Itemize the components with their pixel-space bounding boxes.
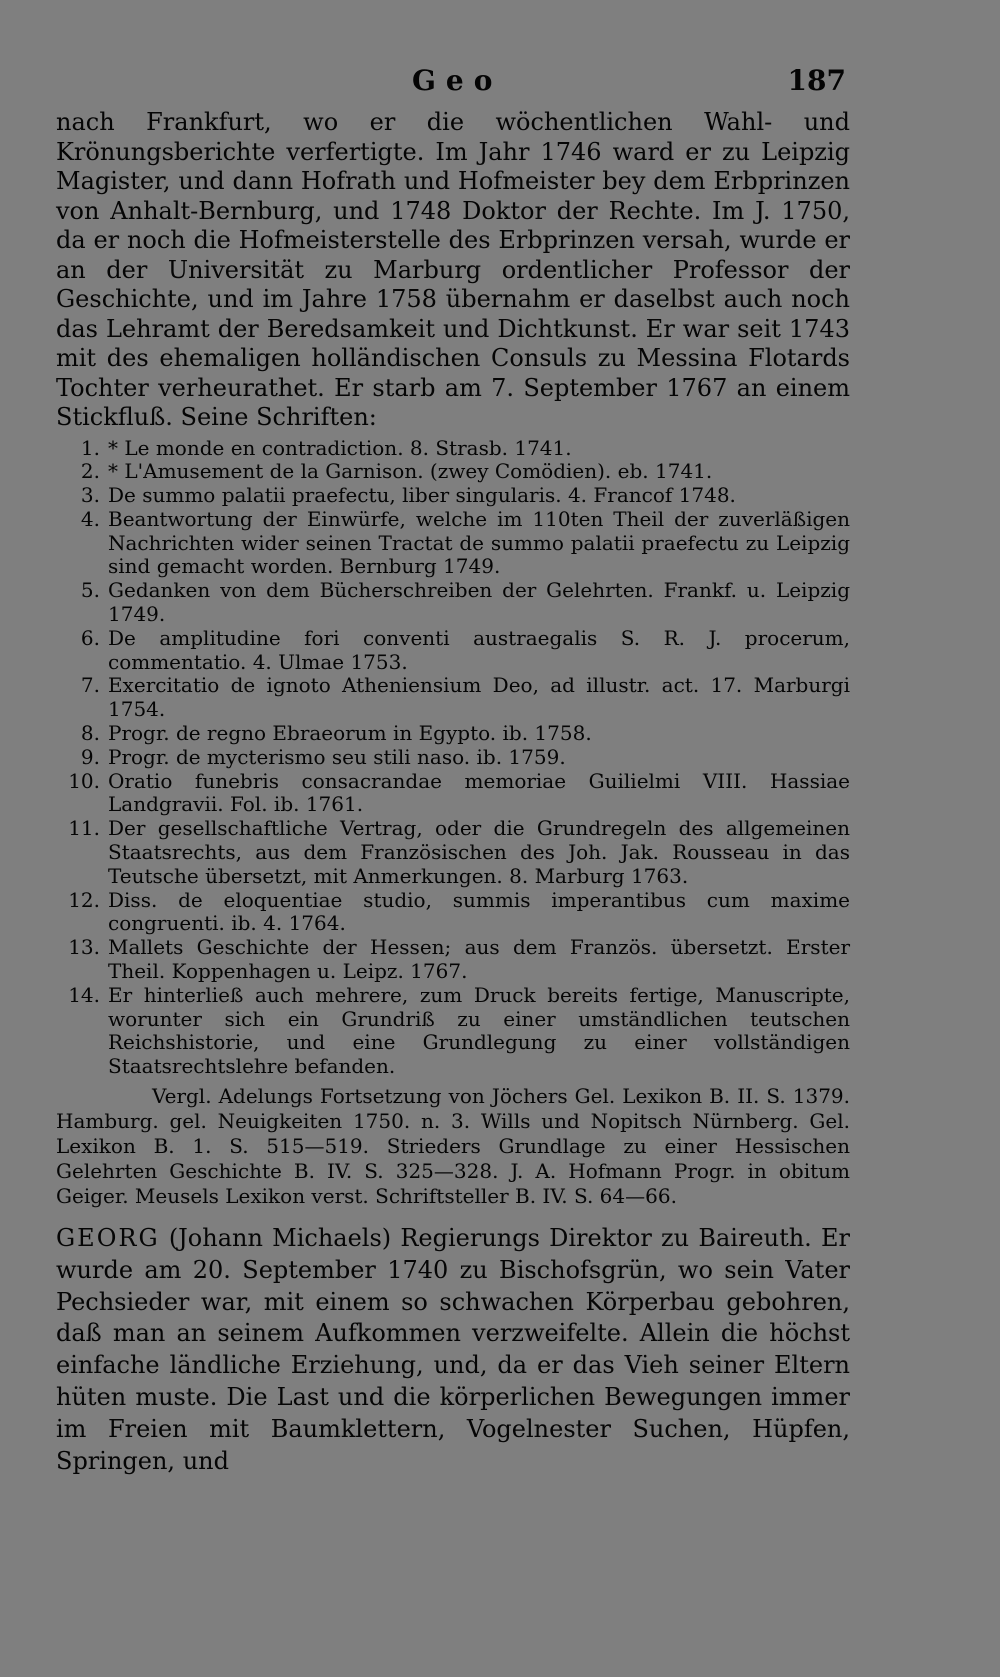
list-item-number: 12. <box>68 887 100 912</box>
entry-lemma: GEORG <box>56 1224 160 1253</box>
list-item <box>56 437 850 461</box>
list-item-number: 14. <box>68 982 100 1007</box>
list-item-text: Oratio funebris consacrandae memoriae Guilielmi VIII. Hassiae Landgravii. Fol. ib. 1761. <box>108 768 850 817</box>
references-paragraph: Vergl. Adelungs Fortsetzung von Jöchers Gel. Lexikon B. II. S. 1379. Hamburg. gel. Neuigkeiten 1750. n. 3. Wills und Nopitsch Nürnberg. Gel. Lexikon B. 1. S. 515—519. Strieders Grundlage zu einer Hessischen Gelehrten Geschichte B. IV. S. 325—328. J. A. Hofmann Progr. in obitum Geiger. Meusels Lexikon verst. Schriftsteller B. IV. S. 64—66. <box>56 1084 850 1209</box>
list-item <box>56 460 850 484</box>
list-item-text: Gedanken von dem Bücherschreiben der Gelehrten. Frankf. u. Leipzig 1749. <box>108 578 850 627</box>
entry-text: (Johann Michaels) Regierungs Direktor zu Baireuth. Er wurde am 20. September 1740 zu Bischofsgrün, wo sein Vater Pechsieder war, mit einem so schwachen Körperbau gebohren, daß man an seinem Aufkommen verzweifelte. Allein die höchst einfache ländliche Erziehung, und, da er das Vieh seiner Eltern hüten muste. Die Last und die körperlichen Bewegungen immer im Freien mit Baumklettern, Vogelnester Suchen, Hüpfen, Springen, und <box>56 1224 850 1475</box>
biography-entry <box>56 1223 850 1477</box>
list-item <box>56 817 850 888</box>
list-item-text: * Le monde en contradiction. 8. Strasb. 1741. <box>108 435 572 460</box>
writings-list <box>56 437 850 1080</box>
list-item-text: Beantwortung der Einwürfe, welche im 110ten Theil der zuverläßigen Nachrichten wider seinen Tractat de summo palatii praefectu zu Leipzig sind gemacht worden. Bernburg 1749. <box>108 506 850 579</box>
list-item <box>56 984 850 1079</box>
list-item-number: 6. <box>80 625 100 650</box>
list-item <box>56 579 850 627</box>
list-item <box>56 484 850 508</box>
list-item-number: 2. <box>80 459 100 484</box>
list-item <box>56 889 850 937</box>
intro-paragraph: nach Frankfurt, wo er die wöchentlichen Wahl- und Krönungsberichte verfertigte. Im Jahr 1746 ward er zu Leipzig Magister, und dann Hofrath und Hofmeister bey dem Erbprinzen von Anhalt-Bernburg, und 1748 Doktor der Rechte. Im J. 1750, da er noch die Hofmeisterstelle des Erbprinzen versah, wurde er an der Universität zu Marburg ordentlicher Professor der Geschichte, und im Jahre 1758 übernahm er daselbst auch noch das Lehramt der Beredsamkeit und Dichtkunst. Er war seit 1743 mit des ehemaligen holländischen Consuls zu Messina Flotards Tochter verheurathet. Er starb am 7. September 1767 an einem Stickfluß. Seine Schriften: <box>56 108 850 431</box>
list-item-text: Progr. de mycterismo seu stili naso. ib. 1759. <box>108 744 566 769</box>
list-item-number: 9. <box>80 744 100 769</box>
list-item-number: 3. <box>80 483 100 508</box>
list-item-text: De summo palatii praefectu, liber singularis. 4. Francof 1748. <box>108 483 736 508</box>
list-item <box>56 936 850 984</box>
list-item <box>56 674 850 722</box>
page-header <box>56 64 850 108</box>
list-item-text: De amplitudine fori conventi austraegalis S. R. J. procerum, commentatio. 4. Ulmae 1753. <box>108 625 850 674</box>
list-item-number: 11. <box>68 816 100 841</box>
list-item-number: 8. <box>80 721 100 746</box>
list-item-number: 10. <box>68 768 100 793</box>
list-item-text: Der gesellschaftliche Vertrag, oder die Grundregeln des allgemeinen Staatsrechts, aus dem Französischen des Joh. Jak. Rousseau in das Teutsche übersetzt, mit Anmerkungen. 8. Marburg 1763. <box>108 816 850 888</box>
running-head: Geo <box>412 64 503 97</box>
list-item-text: * L'Amusement de la Garnison. (zwey Comödien). eb. 1741. <box>108 459 713 484</box>
list-item <box>56 746 850 770</box>
list-item-number: 4. <box>80 506 100 531</box>
list-item <box>56 627 850 675</box>
list-item-text: Exercitatio de ignoto Atheniensium Deo, ad illustr. act. 17. Marburgi 1754. <box>108 673 850 722</box>
list-item <box>56 508 850 579</box>
page-number: 187 <box>787 64 846 97</box>
list-item-number: 5. <box>80 578 100 603</box>
list-item <box>56 770 850 818</box>
list-item-number: 7. <box>80 673 100 698</box>
list-item <box>56 722 850 746</box>
list-item-number: 1. <box>80 435 100 460</box>
list-item-text: Er hinterließ auch mehrere, zum Druck bereits fertige, Manuscripte, worunter sich ein Grundriß zu einer umständlichen teutschen Reichshistorie, und eine Grundlegung zu einer vollständigen Staatsrechtslehre befanden. <box>108 982 850 1079</box>
list-item-text: Diss. de eloquentiae studio, summis imperantibus cum maxime congruenti. ib. 4. 1764. <box>108 887 850 936</box>
list-item-text: Mallets Geschichte der Hessen; aus dem Französ. übersetzt. Erster Theil. Koppenhagen u. Leipz. 1767. <box>108 935 850 984</box>
list-item-text: Progr. de regno Ebraeorum in Egypto. ib. 1758. <box>108 721 592 746</box>
list-item-number: 13. <box>68 935 100 960</box>
